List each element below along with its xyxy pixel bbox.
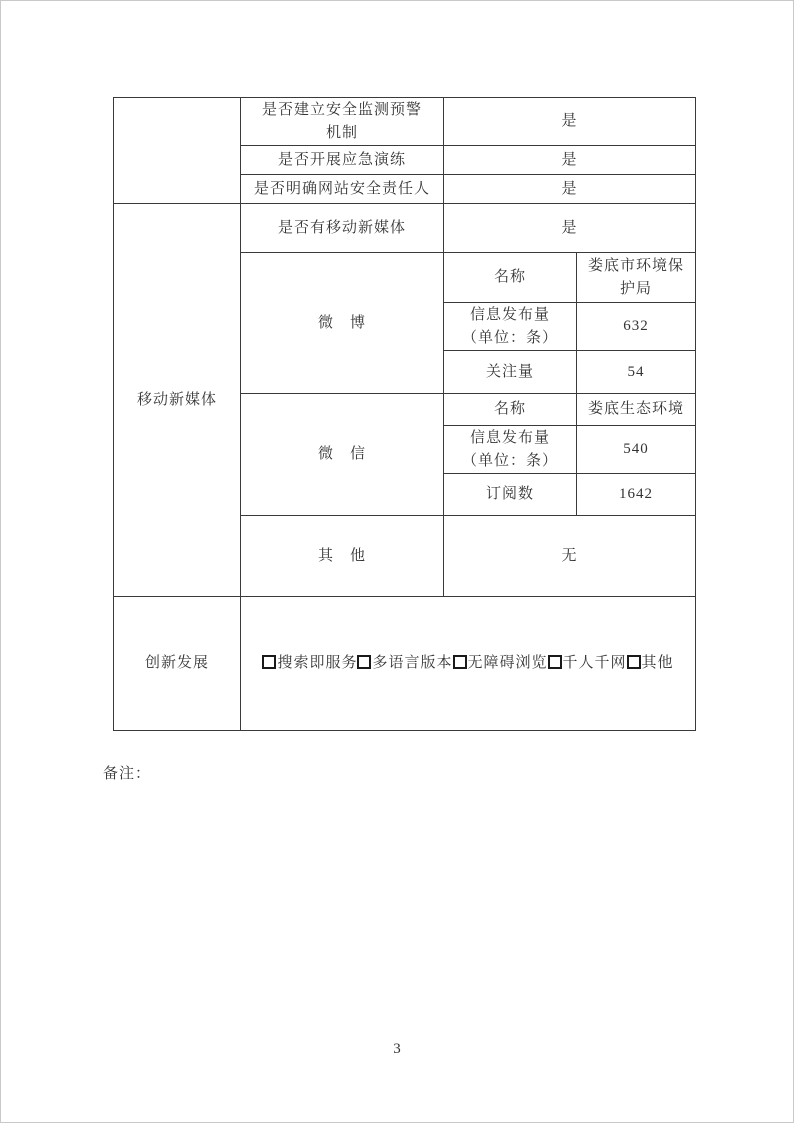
weibo-name-value: [577, 253, 696, 303]
label-line: 是否建立安全监测预警: [261, 101, 422, 118]
mobile-media-section-label: 移动新媒体: [114, 204, 241, 597]
weibo-followers-value: 54: [577, 351, 696, 394]
innovation-option: [262, 655, 357, 671]
table-row: [114, 98, 696, 146]
label-line: 机制: [325, 124, 358, 141]
wechat-name-value: 娄底生态环境: [577, 394, 696, 426]
page-number: 3: [393, 1041, 401, 1057]
table-row: [114, 597, 696, 731]
label-line: 信息发布量: [469, 306, 550, 323]
other-media-value: 无: [444, 516, 696, 597]
security-warning-mechanism-value: 是: [444, 98, 696, 146]
emergency-drill-value: 是: [444, 146, 696, 175]
innovation-option-label: 其他: [641, 655, 674, 671]
has-mobile-media-label: 是否有移动新媒体: [241, 204, 444, 253]
label-line: （单位：条）: [461, 329, 558, 346]
weibo-posts-label: [444, 303, 577, 351]
has-mobile-media-value: 是: [444, 204, 696, 253]
checkbox-icon: [627, 655, 641, 669]
label-line: 信息发布量: [469, 429, 550, 446]
innovation-option-label: 千人千网: [562, 655, 627, 671]
other-media-label: 其 他: [241, 516, 444, 597]
table-row: [114, 204, 696, 253]
value-line: 娄底市环境保: [588, 257, 685, 274]
annual-report-table: [113, 97, 696, 731]
security-warning-mechanism-label: [241, 98, 444, 146]
wechat-posts-value: 540: [577, 426, 696, 474]
innovation-option-label: 搜索即服务: [277, 655, 358, 671]
innovation-options-cell: [241, 597, 696, 731]
security-officer-value: 是: [444, 175, 696, 204]
innovation-section-label: 创新发展: [114, 597, 241, 731]
emergency-drill-label: 是否开展应急演练: [241, 146, 444, 175]
remarks-label: 备注：: [103, 766, 152, 782]
wechat-name-label: 名称: [444, 394, 577, 426]
innovation-option: [357, 655, 452, 671]
wechat-posts-label: [444, 426, 577, 474]
weibo-label: 微 博: [241, 253, 444, 394]
weibo-posts-value: 632: [577, 303, 696, 351]
security-section-spacer-cell: [114, 98, 241, 204]
value-line: 护局: [620, 280, 653, 297]
weibo-name-label: 名称: [444, 253, 577, 303]
checkbox-icon: [453, 655, 467, 669]
label-line: （单位：条）: [461, 452, 558, 469]
innovation-option: [453, 655, 548, 671]
innovation-option: [548, 655, 627, 671]
checkbox-icon: [262, 655, 276, 669]
innovation-option: [627, 655, 674, 671]
weibo-followers-label: 关注量: [444, 351, 577, 394]
innovation-option-label: 多语言版本: [372, 655, 453, 671]
wechat-label: 微 信: [241, 394, 444, 516]
security-officer-label: 是否明确网站安全责任人: [241, 175, 444, 204]
wechat-subscribers-label: 订阅数: [444, 474, 577, 516]
wechat-subscribers-value: 1642: [577, 474, 696, 516]
checkbox-icon: [548, 655, 562, 669]
innovation-option-label: 无障碍浏览: [467, 655, 548, 671]
checkbox-icon: [357, 655, 371, 669]
